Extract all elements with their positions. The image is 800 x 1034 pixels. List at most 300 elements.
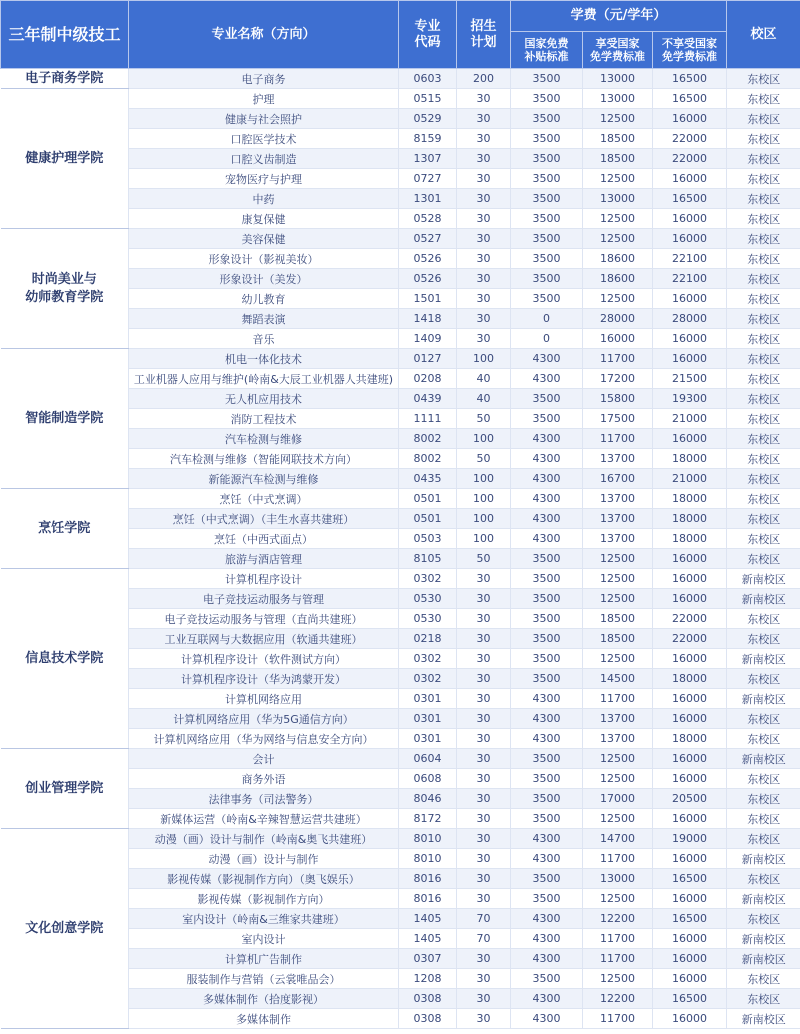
campus-cell: 东校区 [727, 769, 800, 789]
campus-cell: 新南校区 [727, 569, 800, 589]
campus-cell: 东校区 [727, 169, 800, 189]
major-name-cell: 计算机网络应用（华为5G通信方向） [129, 709, 399, 729]
enrollment-plan-cell: 30 [457, 329, 511, 349]
major-name-cell: 健康与社会照护 [129, 109, 399, 129]
enrollment-plan-cell: 50 [457, 409, 511, 429]
major-code-cell: 0218 [399, 629, 457, 649]
fee-with-exemption-cell: 17000 [583, 789, 653, 809]
campus-cell: 东校区 [727, 909, 800, 929]
fee-subsidy-cell: 3500 [511, 389, 583, 409]
fee-without-exemption-cell: 16500 [653, 989, 727, 1009]
table-row [1, 749, 800, 769]
fee-subsidy-cell: 3500 [511, 89, 583, 109]
major-code-cell: 0530 [399, 609, 457, 629]
enrollment-plan-cell: 30 [457, 889, 511, 909]
campus-cell: 东校区 [727, 869, 800, 889]
fee-without-exemption-cell: 16000 [653, 229, 727, 249]
major-code-cell: 1405 [399, 909, 457, 929]
college-name: 智能制造学院 [1, 349, 129, 489]
fee-without-exemption-cell: 18000 [653, 489, 727, 509]
fee-with-exemption-cell: 13700 [583, 509, 653, 529]
campus-cell: 新南校区 [727, 929, 800, 949]
campus-cell: 东校区 [727, 529, 800, 549]
enrollment-plan-cell: 100 [457, 469, 511, 489]
fee-subsidy-cell: 4300 [511, 369, 583, 389]
fee-subsidy-cell: 3500 [511, 889, 583, 909]
major-code-cell: 0308 [399, 1009, 457, 1029]
enrollment-plan-cell: 30 [457, 749, 511, 769]
fee-without-exemption-cell: 18000 [653, 509, 727, 529]
major-name-cell: 烹饪（中西式面点） [129, 529, 399, 549]
major-name-cell: 计算机网络应用 [129, 689, 399, 709]
table-row [1, 489, 800, 509]
major-code-cell: 0301 [399, 709, 457, 729]
enrollment-plan-cell: 30 [457, 89, 511, 109]
major-code-cell: 0604 [399, 749, 457, 769]
fee-subsidy-cell: 3500 [511, 569, 583, 589]
fee-without-exemption-cell: 16000 [653, 929, 727, 949]
fee-with-exemption-cell: 13700 [583, 489, 653, 509]
fee-without-exemption-cell: 22000 [653, 129, 727, 149]
fee-with-exemption-cell: 18500 [583, 629, 653, 649]
major-code-cell: 0435 [399, 469, 457, 489]
fee-with-exemption-cell: 13700 [583, 709, 653, 729]
fee-subsidy-cell: 4300 [511, 949, 583, 969]
header-campus: 校区 [727, 1, 800, 69]
enrollment-plan-cell: 50 [457, 449, 511, 469]
major-name-cell: 室内设计（岭南&三维家共建班） [129, 909, 399, 929]
major-name-cell: 形象设计（美发） [129, 269, 399, 289]
major-name-cell: 工业机器人应用与维护(岭南&大辰工业机器人共建班) [129, 369, 399, 389]
fee-without-exemption-cell: 16500 [653, 89, 727, 109]
fee-with-exemption-cell: 18600 [583, 269, 653, 289]
table-row [1, 829, 800, 849]
fee-without-exemption-cell: 16000 [653, 969, 727, 989]
campus-cell: 东校区 [727, 149, 800, 169]
major-name-cell: 商务外语 [129, 769, 399, 789]
fee-without-exemption-cell: 16000 [653, 569, 727, 589]
fee-with-exemption-cell: 16000 [583, 329, 653, 349]
enrollment-plan-cell: 30 [457, 849, 511, 869]
major-name-cell: 护理 [129, 89, 399, 109]
fee-subsidy-cell: 4300 [511, 729, 583, 749]
major-code-cell: 8016 [399, 889, 457, 909]
major-name-cell: 计算机网络应用（华为网络与信息安全方向） [129, 729, 399, 749]
fee-without-exemption-cell: 16000 [653, 689, 727, 709]
fee-with-exemption-cell: 16700 [583, 469, 653, 489]
fee-subsidy-cell: 4300 [511, 909, 583, 929]
fee-with-exemption-cell: 12500 [583, 809, 653, 829]
fee-subsidy-cell: 4300 [511, 509, 583, 529]
header-major-code: 专业 代码 [399, 1, 457, 69]
table-row [1, 69, 800, 89]
major-code-cell: 1409 [399, 329, 457, 349]
campus-cell: 新南校区 [727, 749, 800, 769]
fee-with-exemption-cell: 12500 [583, 589, 653, 609]
major-code-cell: 0302 [399, 669, 457, 689]
fee-subsidy-cell: 4300 [511, 529, 583, 549]
fee-subsidy-cell: 3500 [511, 409, 583, 429]
campus-cell: 东校区 [727, 289, 800, 309]
campus-cell: 东校区 [727, 229, 800, 249]
fee-with-exemption-cell: 12500 [583, 169, 653, 189]
enrollment-plan-cell: 30 [457, 169, 511, 189]
major-name-cell: 口腔义齿制造 [129, 149, 399, 169]
campus-cell: 东校区 [727, 789, 800, 809]
major-name-cell: 幼儿教育 [129, 289, 399, 309]
fee-without-exemption-cell: 16000 [653, 809, 727, 829]
enrollment-plan-cell: 70 [457, 929, 511, 949]
enrollment-plan-cell: 30 [457, 709, 511, 729]
enrollment-plan-cell: 30 [457, 209, 511, 229]
major-code-cell: 8002 [399, 429, 457, 449]
header-fee-with-exemption: 享受国家 免学费标准 [583, 32, 653, 69]
campus-cell: 新南校区 [727, 689, 800, 709]
enrollment-plan-cell: 30 [457, 589, 511, 609]
major-name-cell: 工业互联网与大数据应用（软通共建班） [129, 629, 399, 649]
major-name-cell: 中药 [129, 189, 399, 209]
major-name-cell: 多媒体制作（拾度影视） [129, 989, 399, 1009]
fee-subsidy-cell: 3500 [511, 189, 583, 209]
major-code-cell: 1301 [399, 189, 457, 209]
fee-subsidy-cell: 3500 [511, 809, 583, 829]
fee-with-exemption-cell: 18500 [583, 149, 653, 169]
header-enrollment-plan: 招生 计划 [457, 1, 511, 69]
college-name: 电子商务学院 [1, 69, 129, 89]
enrollment-plan-cell: 100 [457, 349, 511, 369]
major-name-cell: 电子竞技运动服务与管理 [129, 589, 399, 609]
major-name-cell: 计算机程序设计（软件测试方向） [129, 649, 399, 669]
major-code-cell: 0530 [399, 589, 457, 609]
enrollment-plan-cell: 100 [457, 509, 511, 529]
campus-cell: 东校区 [727, 829, 800, 849]
college-name: 创业管理学院 [1, 749, 129, 829]
major-code-cell: 0301 [399, 729, 457, 749]
major-code-cell: 8002 [399, 449, 457, 469]
major-name-cell: 口腔医学技术 [129, 129, 399, 149]
major-code-cell: 0302 [399, 649, 457, 669]
fee-subsidy-cell: 3500 [511, 769, 583, 789]
fee-without-exemption-cell: 16000 [653, 429, 727, 449]
enrollment-plan-cell: 100 [457, 489, 511, 509]
major-code-cell: 8172 [399, 809, 457, 829]
campus-cell: 新南校区 [727, 1009, 800, 1029]
table-row [1, 349, 800, 369]
fee-subsidy-cell: 4300 [511, 469, 583, 489]
major-code-cell: 0528 [399, 209, 457, 229]
campus-cell: 东校区 [727, 489, 800, 509]
major-code-cell: 0302 [399, 569, 457, 589]
major-code-cell: 0527 [399, 229, 457, 249]
fee-without-exemption-cell: 16000 [653, 949, 727, 969]
major-name-cell: 机电一体化技术 [129, 349, 399, 369]
fee-with-exemption-cell: 12500 [583, 549, 653, 569]
fee-without-exemption-cell: 22100 [653, 269, 727, 289]
fee-with-exemption-cell: 13700 [583, 729, 653, 749]
fee-subsidy-cell: 3500 [511, 129, 583, 149]
fee-with-exemption-cell: 15800 [583, 389, 653, 409]
major-name-cell: 服装制作与营销（云裳唯品会） [129, 969, 399, 989]
enrollment-plan-cell: 100 [457, 529, 511, 549]
fee-without-exemption-cell: 19000 [653, 829, 727, 849]
fee-without-exemption-cell: 21500 [653, 369, 727, 389]
fee-with-exemption-cell: 11700 [583, 429, 653, 449]
fee-subsidy-cell: 0 [511, 329, 583, 349]
campus-cell: 东校区 [727, 609, 800, 629]
major-code-cell: 0503 [399, 529, 457, 549]
fee-with-exemption-cell: 12500 [583, 289, 653, 309]
campus-cell: 东校区 [727, 309, 800, 329]
major-name-cell: 计算机程序设计（华为鸿蒙开发） [129, 669, 399, 689]
fee-without-exemption-cell: 16000 [653, 709, 727, 729]
enrollment-plan-cell: 30 [457, 109, 511, 129]
fee-without-exemption-cell: 16500 [653, 869, 727, 889]
fee-without-exemption-cell: 22000 [653, 609, 727, 629]
fee-subsidy-cell: 3500 [511, 549, 583, 569]
campus-cell: 东校区 [727, 729, 800, 749]
enrollment-plan-cell: 30 [457, 729, 511, 749]
campus-cell: 东校区 [727, 509, 800, 529]
fee-without-exemption-cell: 21000 [653, 469, 727, 489]
college-name: 文化创意学院 [1, 829, 129, 1029]
fee-without-exemption-cell: 21000 [653, 409, 727, 429]
enrollment-plan-cell: 30 [457, 669, 511, 689]
campus-cell: 东校区 [727, 249, 800, 269]
major-name-cell: 电子商务 [129, 69, 399, 89]
fee-with-exemption-cell: 14700 [583, 829, 653, 849]
campus-cell: 东校区 [727, 409, 800, 429]
major-code-cell: 8159 [399, 129, 457, 149]
fee-subsidy-cell: 4300 [511, 829, 583, 849]
fee-subsidy-cell: 4300 [511, 989, 583, 1009]
fee-with-exemption-cell: 13000 [583, 69, 653, 89]
enrollment-plan-cell: 30 [457, 129, 511, 149]
major-name-cell: 宠物医疗与护理 [129, 169, 399, 189]
campus-cell: 东校区 [727, 209, 800, 229]
enrollment-plan-cell: 30 [457, 229, 511, 249]
fee-without-exemption-cell: 28000 [653, 309, 727, 329]
fee-with-exemption-cell: 12500 [583, 749, 653, 769]
fee-subsidy-cell: 4300 [511, 689, 583, 709]
enrollment-plan-cell: 30 [457, 289, 511, 309]
enrollment-plan-cell: 30 [457, 689, 511, 709]
campus-cell: 新南校区 [727, 949, 800, 969]
fee-without-exemption-cell: 16000 [653, 769, 727, 789]
fee-subsidy-cell: 3500 [511, 629, 583, 649]
campus-cell: 新南校区 [727, 589, 800, 609]
major-code-cell: 0439 [399, 389, 457, 409]
fee-without-exemption-cell: 16000 [653, 749, 727, 769]
major-code-cell: 1418 [399, 309, 457, 329]
campus-cell: 东校区 [727, 389, 800, 409]
fee-subsidy-cell: 3500 [511, 109, 583, 129]
college-name: 健康护理学院 [1, 89, 129, 229]
major-name-cell: 动漫（画）设计与制作 [129, 849, 399, 869]
fee-with-exemption-cell: 11700 [583, 849, 653, 869]
fee-with-exemption-cell: 18500 [583, 129, 653, 149]
enrollment-plan-cell: 30 [457, 569, 511, 589]
major-code-cell: 0526 [399, 269, 457, 289]
major-name-cell: 会计 [129, 749, 399, 769]
enrollment-plan-cell: 40 [457, 389, 511, 409]
major-name-cell: 汽车检测与维修 [129, 429, 399, 449]
campus-cell: 东校区 [727, 809, 800, 829]
fee-without-exemption-cell: 16000 [653, 289, 727, 309]
fee-without-exemption-cell: 22100 [653, 249, 727, 269]
fee-with-exemption-cell: 12200 [583, 989, 653, 1009]
major-code-cell: 0608 [399, 769, 457, 789]
header-fee-subsidy: 国家免费 补贴标准 [511, 32, 583, 69]
fee-subsidy-cell: 3500 [511, 789, 583, 809]
campus-cell: 东校区 [727, 269, 800, 289]
fee-subsidy-cell: 3500 [511, 169, 583, 189]
table-body [1, 69, 800, 1029]
table-row [1, 569, 800, 589]
campus-cell: 东校区 [727, 989, 800, 1009]
major-name-cell: 烹饪（中式烹调） [129, 489, 399, 509]
major-code-cell: 8010 [399, 849, 457, 869]
major-name-cell: 烹饪（中式烹调）（丰生水喜共建班） [129, 509, 399, 529]
major-name-cell: 康复保健 [129, 209, 399, 229]
fee-with-exemption-cell: 12500 [583, 109, 653, 129]
major-name-cell: 计算机程序设计 [129, 569, 399, 589]
fee-with-exemption-cell: 13700 [583, 449, 653, 469]
fee-subsidy-cell: 4300 [511, 489, 583, 509]
fee-without-exemption-cell: 18000 [653, 529, 727, 549]
campus-cell: 东校区 [727, 449, 800, 469]
major-code-cell: 1208 [399, 969, 457, 989]
fee-with-exemption-cell: 12500 [583, 649, 653, 669]
college-name: 信息技术学院 [1, 569, 129, 749]
header-program-level: 三年制中级技工 [1, 1, 129, 69]
fee-subsidy-cell: 3500 [511, 269, 583, 289]
campus-cell: 东校区 [727, 669, 800, 689]
fee-without-exemption-cell: 19300 [653, 389, 727, 409]
fee-without-exemption-cell: 16500 [653, 189, 727, 209]
enrollment-plan-cell: 30 [457, 649, 511, 669]
major-code-cell: 1307 [399, 149, 457, 169]
major-code-cell: 8016 [399, 869, 457, 889]
major-name-cell: 法律事务（司法警务） [129, 789, 399, 809]
fee-without-exemption-cell: 16000 [653, 109, 727, 129]
fee-without-exemption-cell: 16000 [653, 1009, 727, 1029]
table-row [1, 89, 800, 109]
major-name-cell: 影视传媒（影视制作方向）（奥飞娱乐） [129, 869, 399, 889]
enrollment-plan-cell: 30 [457, 189, 511, 209]
fee-with-exemption-cell: 18500 [583, 609, 653, 629]
fee-subsidy-cell: 4300 [511, 429, 583, 449]
fee-without-exemption-cell: 16000 [653, 169, 727, 189]
fee-without-exemption-cell: 18000 [653, 449, 727, 469]
fee-subsidy-cell: 3500 [511, 209, 583, 229]
major-code-cell: 8046 [399, 789, 457, 809]
campus-cell: 东校区 [727, 69, 800, 89]
campus-cell: 东校区 [727, 469, 800, 489]
fee-subsidy-cell: 3500 [511, 749, 583, 769]
fee-subsidy-cell: 3500 [511, 249, 583, 269]
table-row [1, 229, 800, 249]
fee-with-exemption-cell: 11700 [583, 1009, 653, 1029]
fee-with-exemption-cell: 11700 [583, 349, 653, 369]
major-code-cell: 1111 [399, 409, 457, 429]
major-code-cell: 0603 [399, 69, 457, 89]
fee-with-exemption-cell: 12500 [583, 229, 653, 249]
fee-with-exemption-cell: 12500 [583, 889, 653, 909]
campus-cell: 东校区 [727, 709, 800, 729]
campus-cell: 东校区 [727, 429, 800, 449]
fee-subsidy-cell: 4300 [511, 349, 583, 369]
fee-without-exemption-cell: 16000 [653, 349, 727, 369]
major-name-cell: 消防工程技术 [129, 409, 399, 429]
fee-subsidy-cell: 3500 [511, 969, 583, 989]
major-name-cell: 动漫（画）设计与制作（岭南&奥飞共建班） [129, 829, 399, 849]
enrollment-plan-cell: 30 [457, 809, 511, 829]
enrollment-plan-cell: 40 [457, 369, 511, 389]
major-code-cell: 8105 [399, 549, 457, 569]
fee-subsidy-cell: 3500 [511, 149, 583, 169]
fee-subsidy-cell: 3500 [511, 649, 583, 669]
major-code-cell: 0501 [399, 489, 457, 509]
enrollment-plan-cell: 100 [457, 429, 511, 449]
major-name-cell: 舞蹈表演 [129, 309, 399, 329]
fee-without-exemption-cell: 18000 [653, 669, 727, 689]
major-name-cell: 计算机广告制作 [129, 949, 399, 969]
fee-with-exemption-cell: 17500 [583, 409, 653, 429]
fee-subsidy-cell: 4300 [511, 709, 583, 729]
fee-without-exemption-cell: 16000 [653, 329, 727, 349]
fee-without-exemption-cell: 22000 [653, 149, 727, 169]
major-name-cell: 汽车检测与维修（智能网联技术方向） [129, 449, 399, 469]
enrollment-plan-cell: 30 [457, 829, 511, 849]
major-name-cell: 美容保健 [129, 229, 399, 249]
enrollment-plan-cell: 30 [457, 949, 511, 969]
fee-with-exemption-cell: 12500 [583, 969, 653, 989]
header-tuition-group: 学费（元/学年） [511, 1, 727, 32]
fee-subsidy-cell: 3500 [511, 669, 583, 689]
major-code-cell: 0501 [399, 509, 457, 529]
enrollment-plan-cell: 30 [457, 989, 511, 1009]
header-fee-without-exemption: 不享受国家 免学费标准 [653, 32, 727, 69]
major-name-cell: 电子竞技运动服务与管理（直尚共建班） [129, 609, 399, 629]
major-code-cell: 0308 [399, 989, 457, 1009]
fee-subsidy-cell: 4300 [511, 1009, 583, 1029]
enrollment-plan-cell: 30 [457, 769, 511, 789]
major-name-cell: 影视传媒（影视制作方向） [129, 889, 399, 909]
fee-without-exemption-cell: 16000 [653, 849, 727, 869]
enrollment-plan-cell: 30 [457, 869, 511, 889]
fee-subsidy-cell: 4300 [511, 449, 583, 469]
header-major-name: 专业名称（方向） [129, 1, 399, 69]
fee-without-exemption-cell: 16500 [653, 69, 727, 89]
enrollment-plan-cell: 30 [457, 269, 511, 289]
fee-subsidy-cell: 3500 [511, 229, 583, 249]
enrollment-plan-cell: 70 [457, 909, 511, 929]
enrollment-plan-cell: 30 [457, 149, 511, 169]
major-code-cell: 0727 [399, 169, 457, 189]
major-name-cell: 室内设计 [129, 929, 399, 949]
enrollment-plan-cell: 30 [457, 969, 511, 989]
major-code-cell: 0301 [399, 689, 457, 709]
campus-cell: 东校区 [727, 549, 800, 569]
enrollment-plan-cell: 30 [457, 609, 511, 629]
fee-with-exemption-cell: 13000 [583, 89, 653, 109]
fee-with-exemption-cell: 11700 [583, 949, 653, 969]
fee-subsidy-cell: 3500 [511, 609, 583, 629]
campus-cell: 东校区 [727, 189, 800, 209]
campus-cell: 东校区 [727, 129, 800, 149]
major-name-cell: 新能源汽车检测与维修 [129, 469, 399, 489]
fee-with-exemption-cell: 12200 [583, 909, 653, 929]
